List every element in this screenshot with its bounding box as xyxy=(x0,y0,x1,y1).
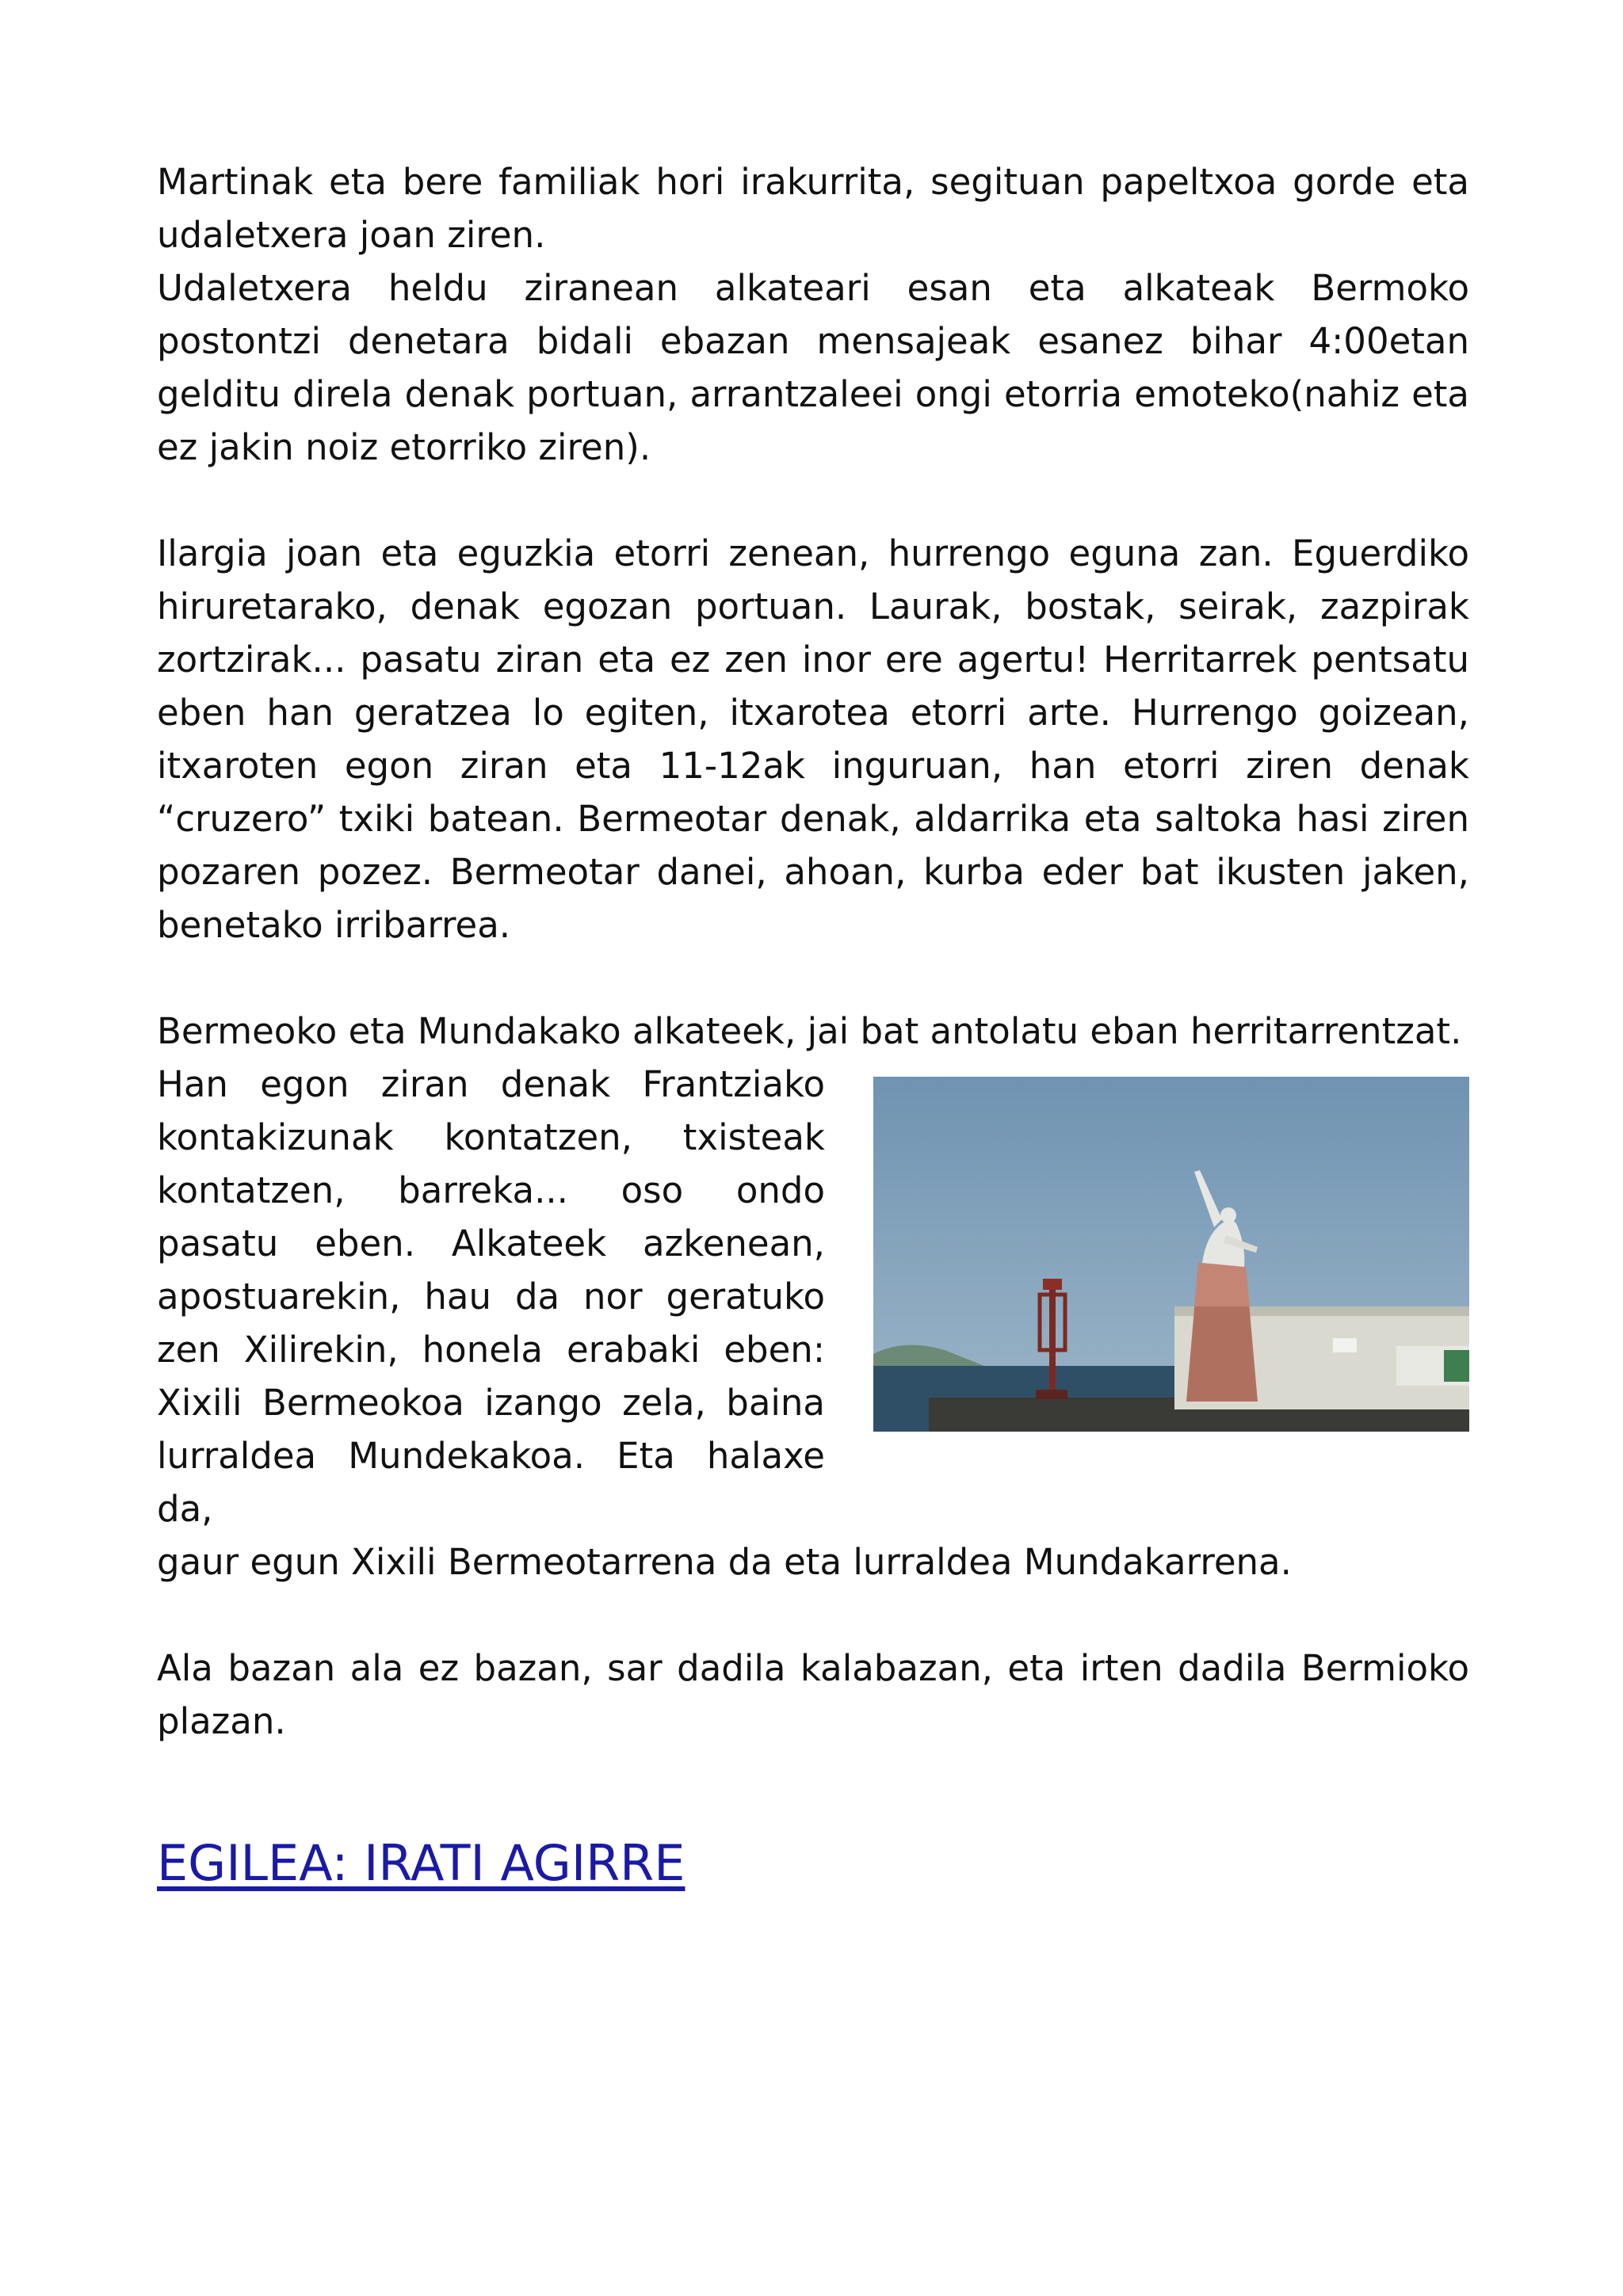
paragraph-5-wrapped: Han egon ziran denak Frantziako kontakizunak kontatzen, txisteak kontatzen, barreka... oso ondo pasatu eben. Alkateek azkenean, apostuarekin, hau da nor geratuko zen Xilirekin, honela erabaki eben: Xixili Bermeokoa izango zela, baina lurraldea Mundekakoa. Eta halaxe da, xyxy=(157,1063,825,1530)
paragraph-6: Ala bazan ala ez bazan, sar dadila kalabazan, eta irten dadila Bermioko plazan. xyxy=(157,1647,1469,1742)
paragraph-1: Martinak eta bere familiak hori irakurrita, segituan papeltxoa gorde eta udaletxera joan ziren. xyxy=(157,161,1469,256)
paragraph-2: Udaletxera heldu ziranean alkateari esan eta alkateak Bermoko postontzi denetara bidali ebazan mensajeak esanez bihar 4:00etan gelditu direla denak portuan, arrantzaleei ongi etorria emoteko(nahiz eta ez jakin noiz etorriko ziren). xyxy=(157,267,1469,468)
paragraph-5-tail: gaur egun Xixili Bermeotarrena da eta lurraldea Mundakarrena. xyxy=(157,1541,1292,1583)
paragraph-4: Bermeoko eta Mundakako alkateek, jai bat antolatu eban herritarrentzat. xyxy=(157,1010,1462,1052)
story-text xyxy=(157,155,1469,1894)
paragraph-3: Ilargia joan eta eguzkia etorri zenean, hurrengo eguna zan. Eguerdiko hiruretarako, denak egozan portuan. Laurak, bostak, seirak, zazpirak zortzirak... pasatu ziran eta ez zen inor ere agertu! Herritarrek pentsatu eben han geratzea lo egiten, itxarotea etorri arte. Hurrengo goizean, itxaroten egon ziran eta 11-12ak inguruan, han etorri ziren denak “cruzero” txiki batean. Bermeotar denak, aldarrika eta saltoka hasi ziren pozaren pozez. Bermeotar danei, ahoan, kurba eder bat ikusten jaken, benetako irribarrea. xyxy=(157,532,1469,946)
author-link[interactable]: EGILEA: IRATI AGIRRE xyxy=(157,1834,685,1892)
harbor-statue-photo xyxy=(873,1077,1469,1432)
